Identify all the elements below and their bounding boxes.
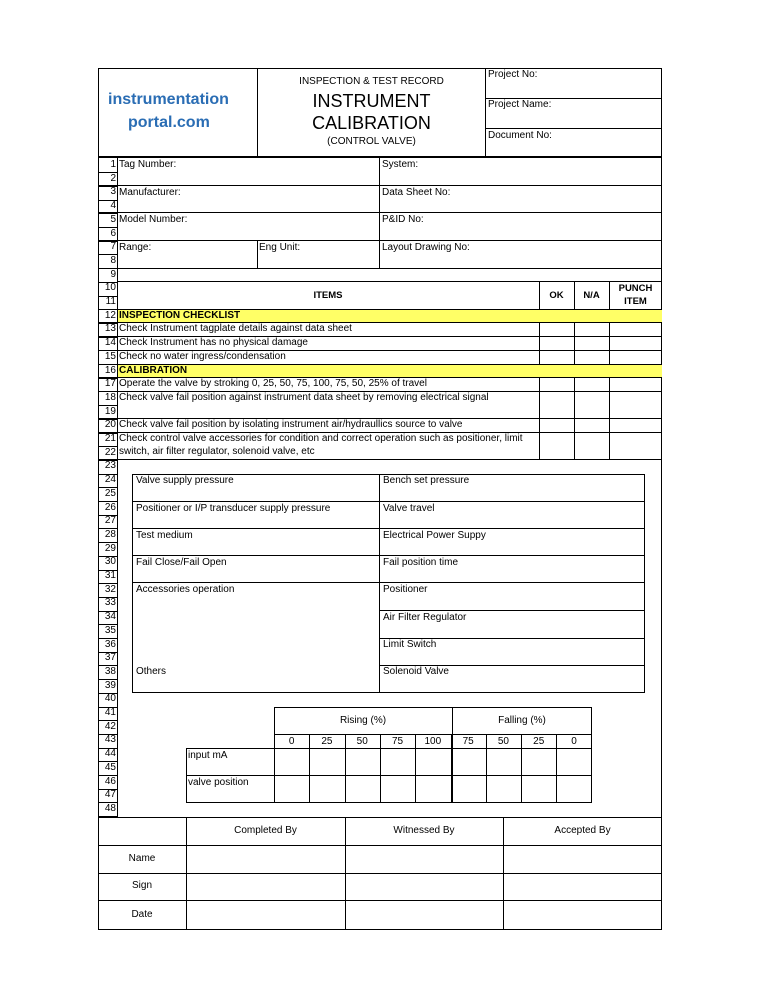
valve-supply-pressure-label: Valve supply pressure: [136, 475, 234, 486]
row-number: 30: [104, 556, 116, 568]
row-number: 31: [104, 570, 116, 581]
calibration-band: [118, 364, 662, 377]
calibration-point-header: 50: [356, 736, 368, 747]
positioner-supply-label: Positioner or I/P transducer supply pressure: [136, 503, 331, 514]
air-filter-regulator-label: Air Filter Regulator: [383, 612, 467, 623]
ok-header: OK: [549, 290, 564, 301]
row-number: 45: [104, 761, 116, 773]
checklist-item-20: Check valve fail position by isolating instrument air/hydraullics source to valve: [119, 419, 463, 430]
calibration-point-header: 25: [321, 736, 333, 747]
positioner-label: Positioner: [383, 584, 428, 595]
row-number: 24: [104, 474, 116, 486]
row-number: 19: [104, 405, 116, 417]
fail-position-time-label: Fail position time: [383, 557, 459, 568]
row-number: 40: [104, 693, 116, 705]
row-number: 47: [104, 789, 116, 801]
na-header: N/A: [583, 290, 600, 301]
eng-unit-field[interactable]: Eng Unit:: [259, 242, 301, 253]
limit-switch-label: Limit Switch: [383, 639, 437, 650]
others-label: Others: [136, 666, 167, 677]
bench-set-pressure-label: Bench set pressure: [383, 475, 470, 486]
manufacturer-field[interactable]: Manufacturer:: [119, 187, 181, 198]
calibration-point-header: 0: [571, 736, 577, 747]
calibration-point-header: 50: [497, 736, 509, 747]
row-number: 29: [104, 542, 116, 554]
row-number: 10: [104, 282, 116, 294]
row-number: 8: [110, 254, 116, 266]
checklist-item-21-line2: switch, air filter regulator, solenoid valve, etc: [119, 446, 315, 457]
row-number: 32: [104, 583, 116, 595]
row-number: 34: [104, 611, 116, 623]
record-type: INSPECTION & TEST RECORD: [299, 76, 444, 87]
row-number: 44: [104, 748, 116, 760]
punch-item-header-1: PUNCH: [618, 283, 653, 294]
sign-row-label: Sign: [131, 880, 152, 891]
row-number: 43: [104, 734, 116, 746]
solenoid-valve-label: Solenoid Valve: [383, 666, 449, 677]
valve-travel-label: Valve travel: [383, 503, 435, 514]
accessories-operation-label: Accessories operation: [136, 584, 235, 595]
row-number: 13: [104, 323, 116, 335]
row-number: 1: [110, 159, 116, 170]
row-number: 6: [110, 227, 116, 239]
calibration-point-header: 25: [533, 736, 545, 747]
punch-item-header-2: ITEM: [624, 296, 647, 307]
calibration-point-header: 75: [462, 736, 474, 747]
checklist-item-17: Operate the valve by stroking 0, 25, 50, 75, 100, 75, 50, 25% of travel: [119, 378, 427, 389]
row-number: 23: [104, 460, 116, 472]
calibration-point-header: 100: [424, 736, 442, 747]
page-title-line2: CALIBRATION: [312, 113, 431, 133]
input-ma-label: input mA: [188, 750, 228, 761]
row-number: 15: [104, 350, 116, 362]
page-subtitle: (CONTROL VALVE): [327, 136, 416, 147]
logo-line2: portal.com: [128, 114, 210, 131]
row-number: 36: [104, 638, 116, 650]
rising-header: Rising (%): [339, 715, 387, 726]
witnessed-by-header: Witnessed By: [393, 825, 455, 836]
row-number: 37: [104, 652, 116, 664]
row-number: 26: [104, 501, 116, 513]
items-header: ITEMS: [313, 290, 343, 301]
accepted-by-header: Accepted By: [554, 825, 611, 836]
model-number-field[interactable]: Model Number:: [119, 214, 188, 225]
calibration-point-header: 0: [288, 736, 295, 747]
range-field[interactable]: Range:: [119, 242, 152, 253]
row-number: 28: [104, 528, 116, 540]
pid-no-field[interactable]: P&ID No:: [382, 214, 424, 225]
row-number: 3: [110, 186, 116, 198]
row-number: 20: [104, 419, 116, 431]
row-number: 17: [104, 378, 116, 390]
fail-close-open-label: Fail Close/Fail Open: [136, 557, 227, 568]
falling-header: Falling (%): [498, 715, 546, 726]
tag-number-field[interactable]: Tag Number:: [119, 159, 177, 170]
calibration-point-header: 75: [391, 736, 404, 747]
checklist-item-18: Check valve fail position against instrument data sheet by removing electrical signal: [119, 392, 489, 403]
row-number: 7: [110, 241, 116, 253]
row-number: 4: [110, 200, 116, 212]
row-number: 11: [105, 296, 116, 307]
row-number: 5: [110, 213, 116, 225]
row-number: 18: [104, 391, 116, 403]
logo-line1: instrumentation: [108, 91, 229, 108]
project-name-label: Project Name:: [488, 99, 552, 110]
system-field[interactable]: System:: [382, 159, 419, 170]
document-no-label: Document No:: [488, 130, 552, 141]
row-number: 46: [104, 775, 116, 787]
row-number: 48: [104, 802, 116, 814]
row-number: 12: [104, 309, 116, 321]
row-number: 27: [104, 515, 116, 527]
valve-position-label: valve position: [188, 777, 249, 788]
completed-by-header: Completed By: [234, 825, 297, 836]
checklist-item-13: Check Instrument tagplate details against data sheet: [119, 323, 352, 334]
row-number: 22: [104, 446, 116, 458]
project-no-label: Project No:: [488, 69, 538, 80]
layout-drawing-no-field[interactable]: Layout Drawing No:: [382, 242, 470, 253]
checklist-item-15: Check no water ingress/condensation: [119, 351, 286, 362]
row-number: 38: [104, 665, 116, 677]
electrical-power-label: Electrical Power Suppy: [383, 530, 486, 541]
row-number: 39: [104, 679, 116, 691]
row-number: 21: [104, 433, 116, 444]
row-number: 41: [104, 707, 116, 718]
name-row-label: Name: [128, 853, 156, 864]
inspection-checklist-title: INSPECTION CHECKLIST: [119, 310, 241, 321]
page-title-line1: INSTRUMENT: [312, 91, 431, 111]
row-number: 33: [104, 597, 116, 609]
test-medium-label: Test medium: [136, 530, 193, 541]
row-number: 25: [104, 487, 116, 499]
row-number: 42: [104, 720, 116, 732]
row-number: 2: [110, 172, 116, 184]
checklist-item-21-line1: Check control valve accessories for condition and correct operation such as positioner, limit: [119, 433, 523, 444]
row-number: 35: [104, 624, 116, 636]
row-number: 9: [110, 268, 116, 280]
row-number: 14: [104, 337, 116, 349]
row-number: 16: [104, 364, 116, 376]
data-sheet-no-field[interactable]: Data Sheet No:: [382, 187, 451, 198]
date-row-label: Date: [131, 909, 153, 920]
checklist-item-14: Check Instrument has no physical damage: [119, 337, 308, 348]
calibration-title: CALIBRATION: [119, 365, 188, 376]
